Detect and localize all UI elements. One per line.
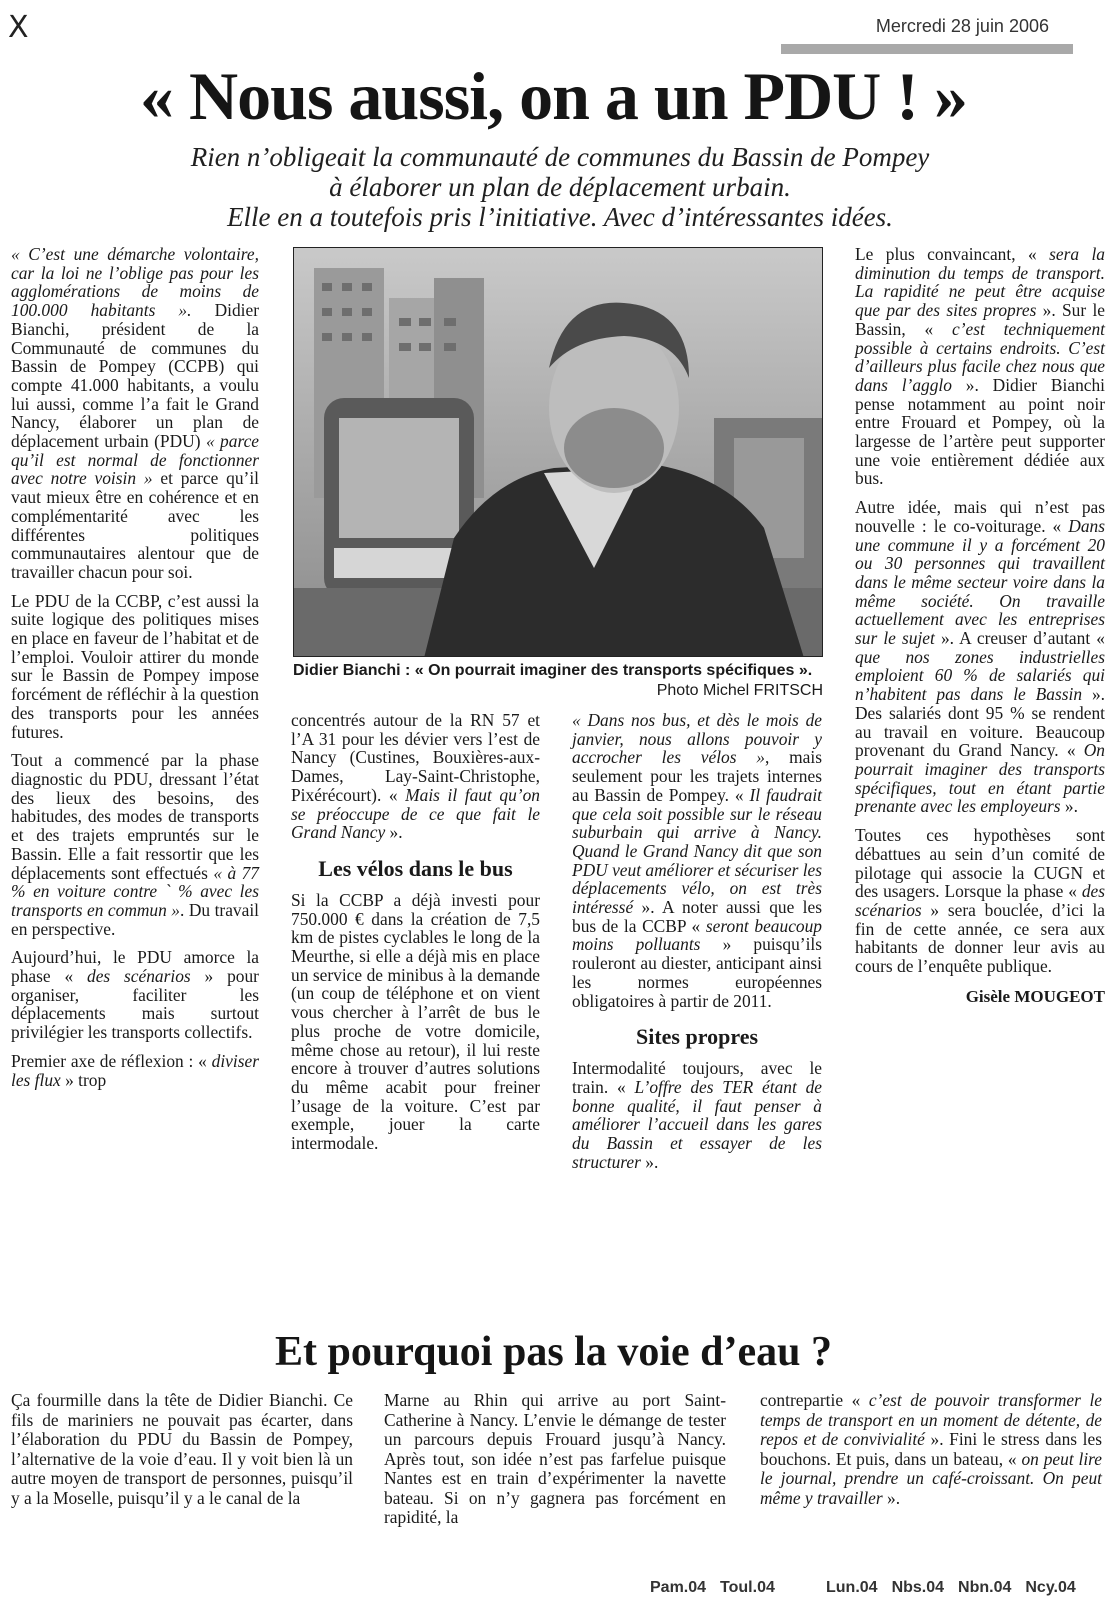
- photo-illustration: [294, 248, 823, 657]
- author-signature: Gisèle MOUGEOT: [965, 986, 1105, 1006]
- quote: on peut lire le journal, prendre un café-croissant. On peut même y travailler: [760, 1448, 1103, 1508]
- text: , mais seulement pour les trajets internes au Bassin de Pompey. «: [572, 747, 822, 805]
- boxed-column-3: [760, 1391, 1102, 1508]
- article-column-1: [11, 245, 259, 1099]
- text: ».: [640, 1151, 659, 1172]
- subheading-sites-propres: Sites propres: [635, 1024, 759, 1050]
- quote: seront beaucoup moins polluants: [572, 915, 822, 955]
- text: ».: [1060, 796, 1078, 817]
- text: ». A creuser d’autant «: [934, 628, 1105, 649]
- quote: des scénarios: [855, 881, 1105, 920]
- text: » puisqu’ils rouleront au diester, anticipant ainsi les normes européennes obligatoires à partir de 2011.: [572, 934, 823, 1011]
- edition-codes-left: [650, 1579, 789, 1597]
- text: ». Sur le Bassin, «: [855, 300, 1106, 339]
- article-column-2: [291, 711, 540, 1163]
- photo-credit: Photo Michel FRITSCH: [656, 682, 823, 699]
- text: et parce qu’il vaut mieux être en cohérence et en complémentarité avec les différentes politiques communautaires alentour que de travailler chacun pour soi.: [11, 468, 259, 582]
- deck-line: Elle en a toutefois pris l’initiative. Avec d’intéressantes idées.: [227, 202, 893, 232]
- edition-code: Nbn.04: [958, 1579, 1012, 1596]
- paragraph: Si la CCBP a déjà investi pour 750.000 € dans la création de 7,5 km de pistes cyclables le long de la Meurthe, si elle a déjà mis en place un service de minibus à la demande (un coup de téléphone et on vient vous chercher à l’arrêt de bus le plus proche de votre domicile, même chose au retour), il lui reste encore à trouver d’autres solutions du même acabit pour freiner l’usage de la voiture. C’est par exemple, jouer la carte intermodale.: [291, 889, 540, 1154]
- quote: des scénarios: [87, 966, 191, 987]
- text: Intermodalité toujours, avec le train. «: [572, 1058, 822, 1097]
- edition-code: Nbs.04: [891, 1579, 945, 1596]
- photo-didier-bianchi: [293, 247, 823, 657]
- text: ». Des salariés dont 95 % se rendent au travail en voiture. Beaucoup provenant du Grand Nancy. «: [855, 684, 1105, 761]
- quote: « à 77 % en voiture contre ` % avec les transports en commun »: [11, 862, 259, 920]
- text: Tout a commencé par la phase diagnostic du PDU, dressant l’état des lieux des besoins, des habitudes, des modes de transports et des trajets empruntés sur le Bassin. Elle a fait ressortir que les déplacements sont effectués: [11, 750, 259, 883]
- publication-date: Mercredi 28 juin 2006: [875, 16, 1049, 36]
- text: Didier Bianchi, président de la Communauté de communes du Bassin de Pompey (CCPB) qui compte 41.000 habitants, a voulu lui aussi, comme l’a fait le Grand Nancy, élaborer un plan de déplacement urbain (PDU): [11, 300, 259, 452]
- text: Autre idée, mais qui n’est pas nouvelle : le co-voiturage. «: [855, 497, 1105, 536]
- quote: diviser les flux: [11, 1050, 259, 1090]
- deck: [80, 142, 1040, 232]
- paragraph: [572, 1059, 822, 1171]
- paragraph: [855, 245, 1105, 488]
- text: ».: [882, 1487, 901, 1508]
- text: ». Fini le stress dans les bouchons. Et puis, dans un bateau, «: [760, 1429, 1102, 1469]
- quote: Mais il faut qu’on se préoccupe de ce que fait le Grand Nancy: [291, 784, 540, 843]
- date-rule: [781, 44, 1073, 54]
- paragraph: [11, 245, 259, 582]
- text: concentrés autour de la RN 57 et l’A 31 pour les dévier vers l’est de Nancy (Custines, Bouxières-aux-Dames, Lay-Saint-Christophe, Pixérécourt). «: [291, 710, 540, 805]
- margin-x-mark: X: [8, 10, 29, 45]
- text: contrepartie «: [760, 1390, 869, 1410]
- subheading-velos: Les vélos dans le bus: [318, 855, 513, 881]
- text: » pour organiser, faciliter les déplacements mais surtout privilégier les transports collectifs.: [11, 966, 259, 1043]
- text: ». A noter aussi que les bus de la CCBP «: [572, 897, 822, 936]
- quote: Il faudrait que cela soit possible sur le réseau suburbain qui arrive à Nancy. Quand le Grand Nancy dit que son PDU veut améliorer et sécuriser les déplacements vélo, on est très intéressé: [572, 784, 823, 918]
- paragraph: [11, 948, 259, 1042]
- quote: que nos zones industrielles emploient 60 % de salariés qui n’habitent pas dans le Bassin: [855, 646, 1105, 705]
- secondary-headline: Et pourquoi pas la voie d’eau ?: [274, 1329, 832, 1375]
- article-column-3: [572, 711, 822, 1181]
- quote: Dans une commune il y a forcément 20 ou 30 personnes qui travaillent dans le même secteur voire dans la même société. On travaille actuellement avec les entreprises sur le sujet: [855, 515, 1105, 649]
- edition-code: Ncy.04: [1025, 1579, 1076, 1596]
- paragraph: [11, 1052, 259, 1089]
- deck-line: à élaborer un plan de déplacement urbain.: [329, 172, 791, 202]
- text: ».: [385, 822, 403, 843]
- deck-line: Rien n’obligeait la communauté de communes du Bassin de Pompey: [190, 142, 930, 172]
- paragraph: [572, 711, 822, 1010]
- text: Premier axe de réflexion : «: [11, 1050, 212, 1071]
- photo-caption: Didier Bianchi : « On pourrait imaginer des transports spécifiques ».: [293, 662, 813, 679]
- text: ». Didier Bianchi pense notamment au point noir entre Frouard et Pompey, où la largesse de l’artère peut supporter une voie entièrement dédiée aux bus.: [855, 374, 1106, 489]
- quote: c’est techniquement possible à certains endroits. C’est d’ailleurs plus facile chez nous que dans l’agglo: [855, 318, 1105, 395]
- paragraph: [855, 826, 1105, 976]
- text: Le plus convaincant, «: [855, 244, 1050, 264]
- text: » sera bouclée, d’ici la fin de cette année, ce sera aux habitants de donner leur avis au cours de l’enquête publique.: [855, 899, 1105, 977]
- edition-code: Lun.04: [826, 1579, 878, 1596]
- paragraph: Le PDU de la CCBP, c’est aussi la suite logique des politiques mises en place en faveur de l’habitat et de l’emploi. Vouloir attirer du monde sur le Bassin de Pompey impose forcément de réfléchir à la question des transports pour les années futures.: [11, 590, 259, 742]
- quote: sera la diminution du temps de transport. La rapidité ne peut être acquise que par des sites propres: [855, 244, 1105, 321]
- boxed-column-2: Marne au Rhin qui arrive au port Saint-Catherine à Nancy. L’envie le démange de tester un parcours depuis Frouard jusqu’à Nancy. Après tout, son idée n’est pas farfelue puisque Nantes est en train d’expérimenter la navette bateau. Si on n’y gagnera pas forcément en rapidité, la: [384, 1390, 726, 1527]
- quote: On pourrait imaginer des transports spécifiques, tout en étant partie prenante avec les employeurs: [855, 740, 1105, 817]
- paragraph: [291, 711, 540, 842]
- quote: « C’est une démarche volontaire, car la loi ne l’oblige pas pour les agglomérations de moins de 100.000 habitants ».: [11, 244, 259, 321]
- text: Aujourd’hui, le PDU amorce la phase «: [11, 947, 259, 987]
- article-column-4: [855, 245, 1105, 1006]
- edition-codes-right: [826, 1579, 1090, 1597]
- edition-code: Pam.04: [650, 1579, 707, 1596]
- text: Toutes ces hypothèses sont débattues au sein d’un comité de pilotage qui associe la CUGN et des usagers. Lorsque la phase «: [855, 825, 1105, 902]
- quote: c’est de pouvoir transformer le temps de transport en un moment de détente, de repos et de convivialité: [760, 1390, 1102, 1449]
- quote: L’offre des TER étant de bonne qualité, il faut penser à améliorer l’accueil dans les gares du Bassin et essayer de les structurer: [572, 1076, 823, 1172]
- text: . Du travail en perspective.: [11, 899, 260, 939]
- quote: « parce qu’il est normal de fonctionner avec notre voisin »: [11, 431, 260, 489]
- edition-code: Toul.04: [720, 1579, 775, 1596]
- boxed-column-1: Ça fourmille dans la tête de Didier Bianchi. Ce fils de mariniers ne pouvait pas écarter, dans l’élaboration du PDU du Bassin de Pompey, l’alternative de la voie d’eau. Il y voit bien là un autre moyen de transport de personnes, puisqu’il y a la Moselle, puisqu’il y a le canal de la: [11, 1390, 353, 1508]
- headline: « Nous aussi, on a un PDU ! »: [140, 58, 967, 134]
- paragraph: [855, 498, 1105, 816]
- text: » trop: [60, 1069, 107, 1090]
- quote: « Dans nos bus, et dès le mois de janvier, nous allons pouvoir y accrocher les vélos »: [572, 710, 822, 768]
- paragraph: [11, 751, 259, 938]
